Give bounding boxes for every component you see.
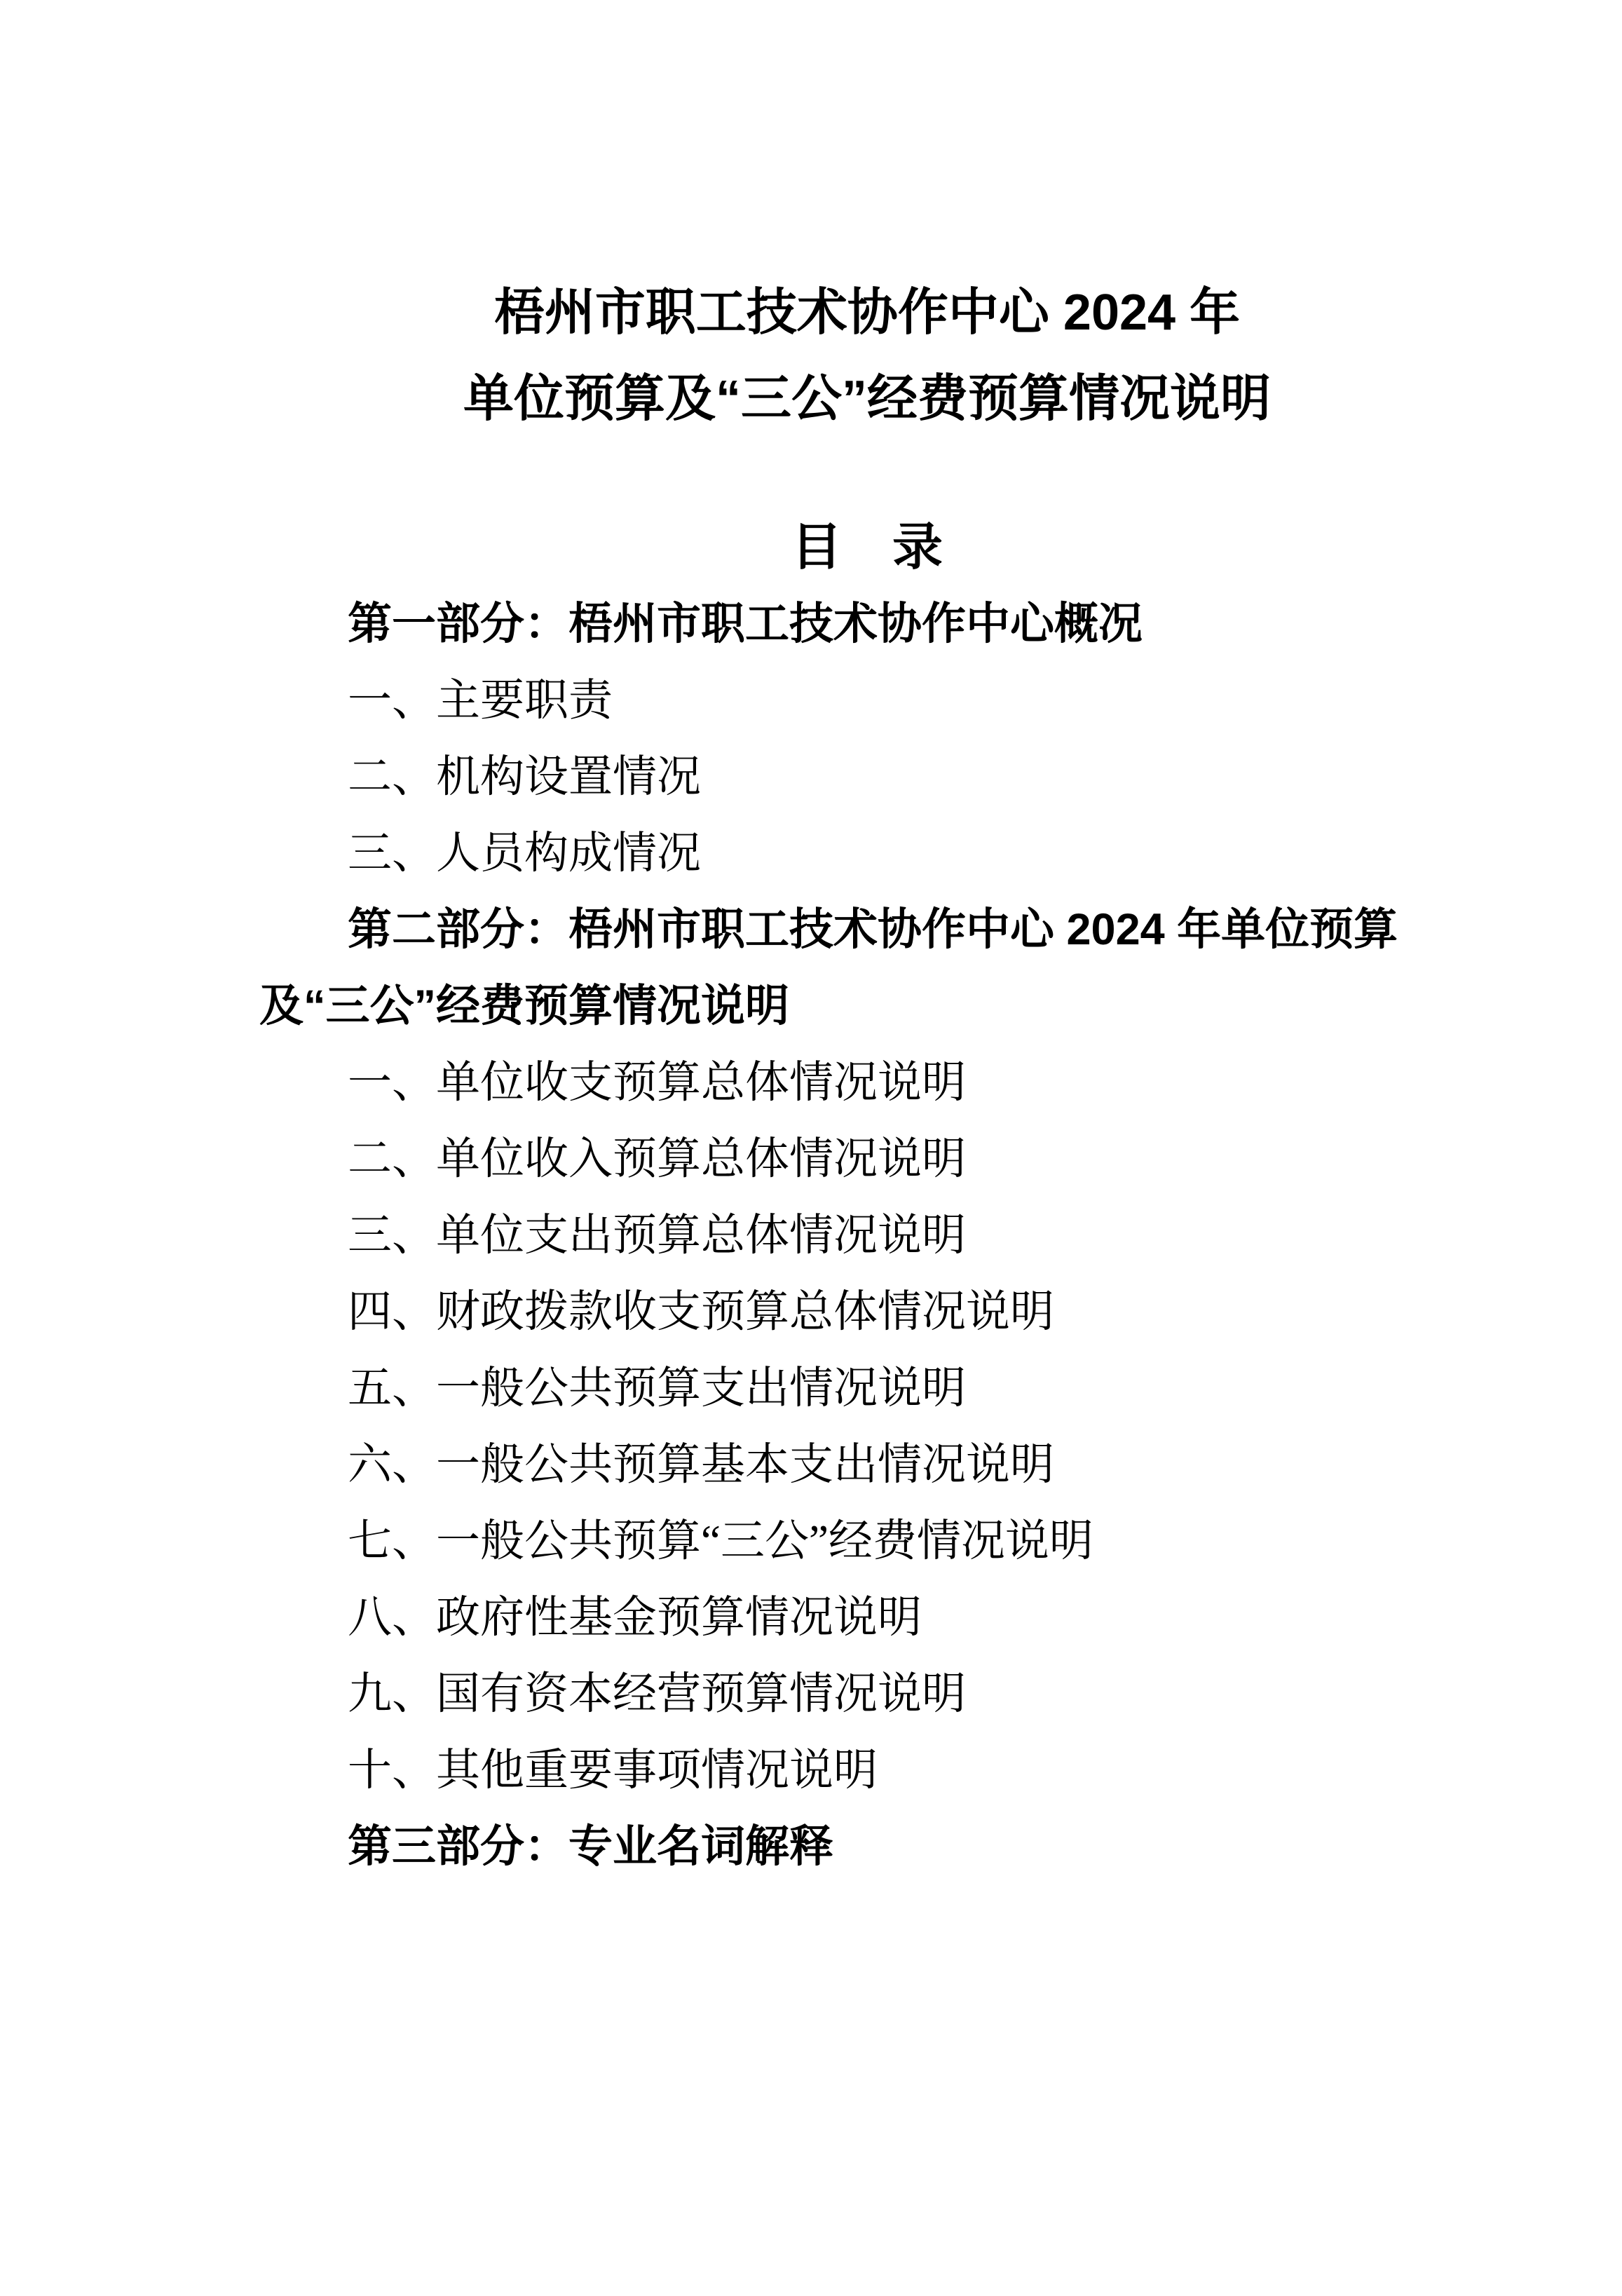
toc-entry: 三、单位支出预算总体情况说明 (348, 1211, 966, 1260)
table-of-contents (259, 586, 1398, 1885)
toc-entry: 五、一般公共预算支出情况说明 (348, 1364, 966, 1413)
toc-entry: 二、机构设置情况 (348, 752, 701, 801)
toc-part-2-header-line-2: 及“三公”经费预算情况说明 (259, 981, 789, 1031)
document-title-line-1: 梧州市职工技术协作中心 2024 年 (493, 285, 1241, 341)
toc-entry: 七、一般公共预算“三公”经费情况说明 (348, 1516, 1093, 1565)
toc-part-2-header-line-1: 第二部分：梧州市职工技术协作中心 2024 年单位预算 (348, 905, 1398, 954)
toc-entry: 三、人员构成情况 (348, 829, 701, 878)
toc-part-1-header: 第一部分：梧州市职工技术协作中心概况 (348, 599, 1143, 648)
toc-entry: 六、一般公共预算基本支出情况说明 (348, 1440, 1054, 1489)
toc-entry: 十、其他重要事项情况说明 (348, 1746, 878, 1795)
toc-entry: 八、政府性基金预算情况说明 (348, 1593, 922, 1642)
toc-entry: 四、财政拨款收支预算总体情况说明 (348, 1287, 1054, 1336)
document-title (259, 270, 1363, 442)
toc-entry: 九、国有资本经营预算情况说明 (348, 1669, 966, 1718)
toc-entry: 一、单位收支预算总体情况说明 (348, 1058, 966, 1107)
document-title-line-2: 单位预算及“三公”经费预算情况说明 (463, 371, 1271, 427)
toc-entry: 二、单位收入预算总体情况说明 (348, 1134, 966, 1183)
toc-part-3-header: 第三部分：专业名词解释 (348, 1822, 833, 1871)
toc-heading: 目 录 (791, 519, 943, 576)
toc-entry: 一、主要职责 (348, 676, 613, 725)
